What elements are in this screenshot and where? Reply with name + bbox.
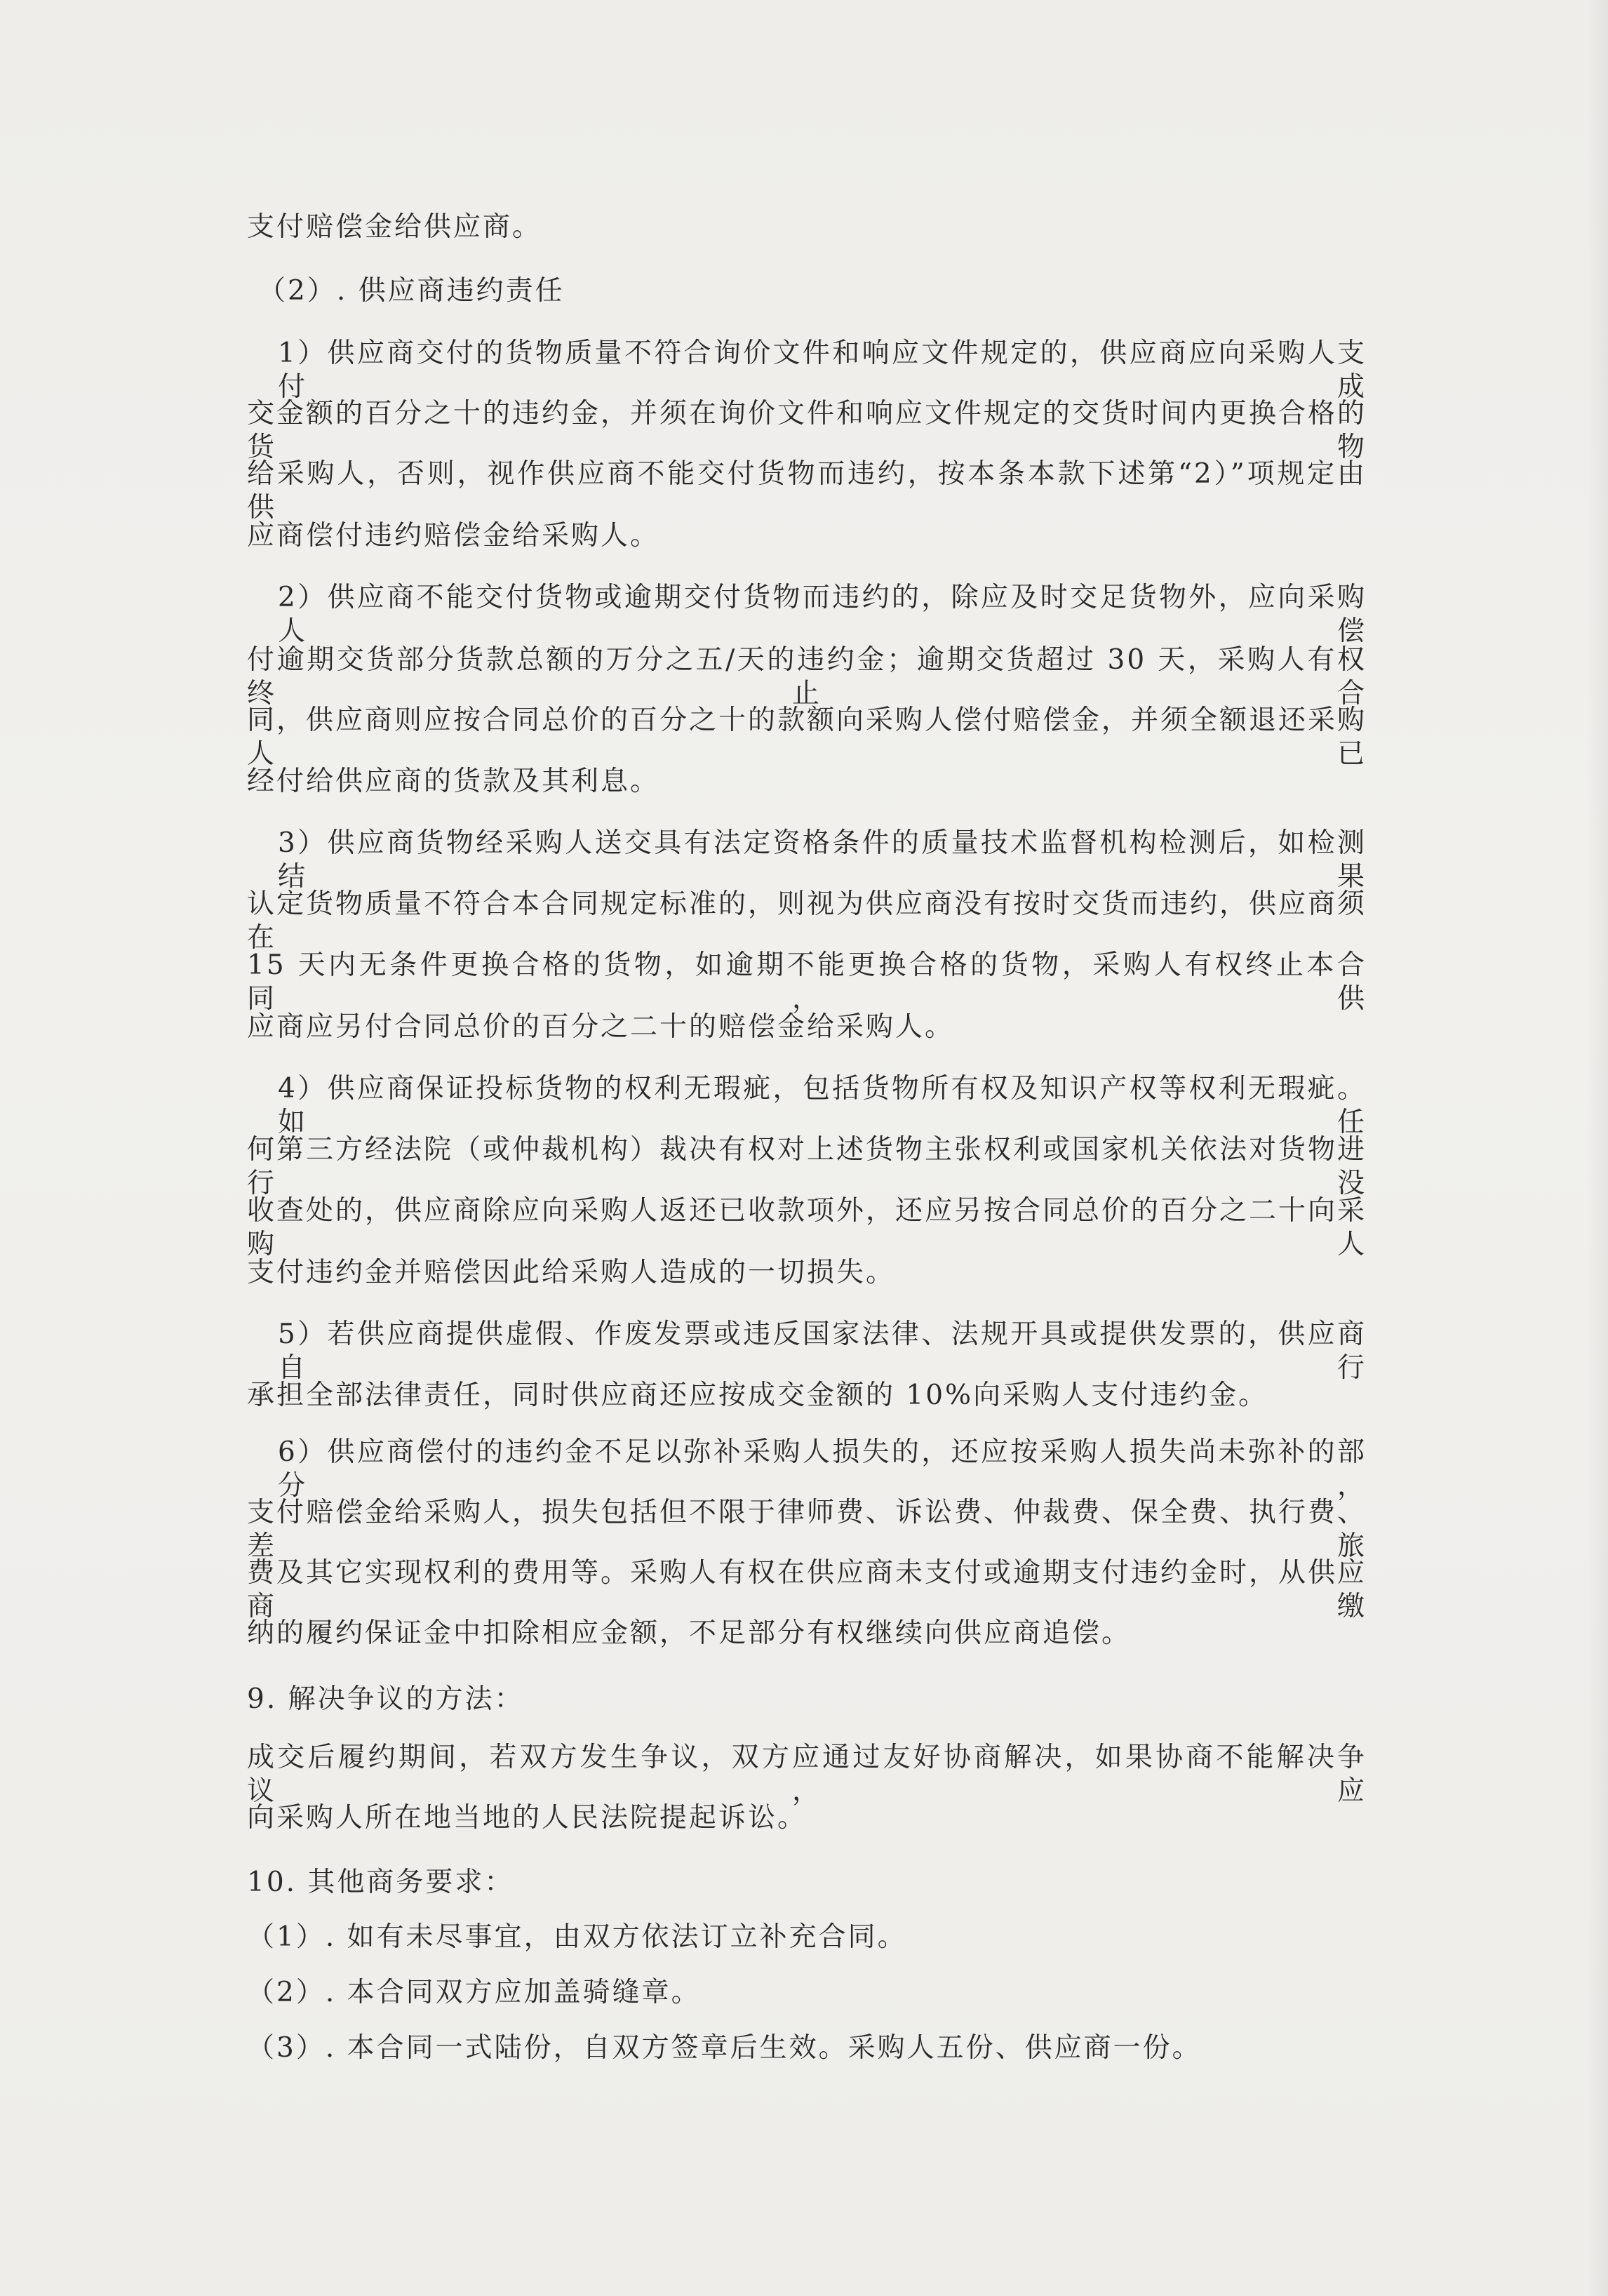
text-line: 应商应另付合同总价的百分之二十的赔偿金给采购人。 bbox=[247, 1011, 955, 1043]
text-line: 收查处的，供应商除应向采购人返还已收款项外，还应另按合同总价的百分之二十向采购人 bbox=[247, 1195, 1367, 1260]
section-heading-dispute-resolution: 9. 解决争议的方法： bbox=[247, 1683, 524, 1715]
text-line: 认定货物质量不符合本合同规定标准的，则视为供应商没有按时交货而违约，供应商须在 bbox=[247, 888, 1367, 954]
list-item: （2）. 本合同双方应加盖骑缝章。 bbox=[247, 1977, 701, 2008]
text-line: 支付违约金并赔偿因此给采购人造成的一切损失。 bbox=[247, 1257, 896, 1288]
text-line: 经付给供应商的货款及其利息。 bbox=[247, 766, 660, 797]
list-item: （1）. 如有未尽事宜，由双方依法订立补充合同。 bbox=[247, 1921, 907, 1953]
text-line: 付逾期交货部分货款总额的万分之五/天的违约金；逾期交货超过 30 天，采购人有权终止合 bbox=[247, 644, 1367, 709]
text-line: 1）供应商交付的货物质量不符合询价文件和响应文件规定的，供应商应向采购人支付成 bbox=[278, 338, 1367, 403]
text-line: 承担全部法律责任，同时供应商还应按成交金额的 10%向采购人支付违约金。 bbox=[247, 1380, 1268, 1411]
list-item: （3）. 本合同一式陆份，自双方签章后生效。采购人五份、供应商一份。 bbox=[247, 2032, 1202, 2064]
text-line: 2）供应商不能交付货物或逾期交付货物而违约的，除应及时交足货物外，应向采购人偿 bbox=[278, 582, 1367, 647]
text-line: 3）供应商货物经采购人送交具有法定资格条件的质量技术监督机构检测后，如检测结果 bbox=[278, 827, 1367, 893]
text-line: 应商偿付违约赔偿金给采购人。 bbox=[247, 520, 660, 552]
text-line: 5）若供应商提供虚假、作废发票或违反国家法律、法规开具或提供发票的，供应商自行 bbox=[278, 1319, 1367, 1384]
section-heading-supplier-liability: （2）. 供应商违约责任 bbox=[258, 275, 565, 307]
text-line: 何第三方经法院（或仲裁机构）裁决有权对上述货物主张权利或国家机关依法对货物进行没 bbox=[247, 1134, 1367, 1199]
text-line: 纳的履约保证金中扣除相应金额，不足部分有权继续向供应商追偿。 bbox=[247, 1617, 1132, 1649]
page-edge-shadow bbox=[1587, 0, 1608, 2296]
text-line: 同，供应商则应按合同总价的百分之十的款额向采购人偿付赔偿金，并须全额退还采购人已 bbox=[247, 705, 1367, 770]
text-line: 交金额的百分之十的违约金，并须在询价文件和响应文件规定的交货时间内更换合格的货物 bbox=[247, 398, 1367, 463]
text-line: 给采购人，否则，视作供应商不能交付货物而违约，按本条本款下述第“2）”项规定由供 bbox=[247, 458, 1367, 523]
text-line: 15 天内无条件更换合格的货物，如逾期不能更换合格的货物，采购人有权终止本合同，供 bbox=[247, 949, 1367, 1015]
text-line: 4）供应商保证投标货物的权利无瑕疵，包括货物所有权及知识产权等权利无瑕疵。如任 bbox=[278, 1073, 1367, 1138]
text-line: 费及其它实现权利的费用等。采购人有权在供应商未支付或逾期支付违约金时，从供应商缴 bbox=[247, 1557, 1367, 1622]
text-line: 6）供应商偿付的违约金不足以弥补采购人损失的，还应按采购人损失尚未弥补的部分， bbox=[278, 1436, 1367, 1502]
text-line: 支付赔偿金给采购人，损失包括但不限于律师费、诉讼费、仲裁费、保全费、执行费、差旅 bbox=[247, 1497, 1367, 1562]
text-line: 向采购人所在地当地的人民法院提起诉讼。 bbox=[247, 1802, 808, 1834]
section-heading-other-requirements: 10. 其他商务要求： bbox=[247, 1867, 514, 1898]
text-line: 支付赔偿金给供应商。 bbox=[247, 211, 542, 243]
text-line: 成交后履约期间，若双方发生争议，双方应通过友好协商解决，如果协商不能解决争议，应 bbox=[247, 1742, 1367, 1807]
